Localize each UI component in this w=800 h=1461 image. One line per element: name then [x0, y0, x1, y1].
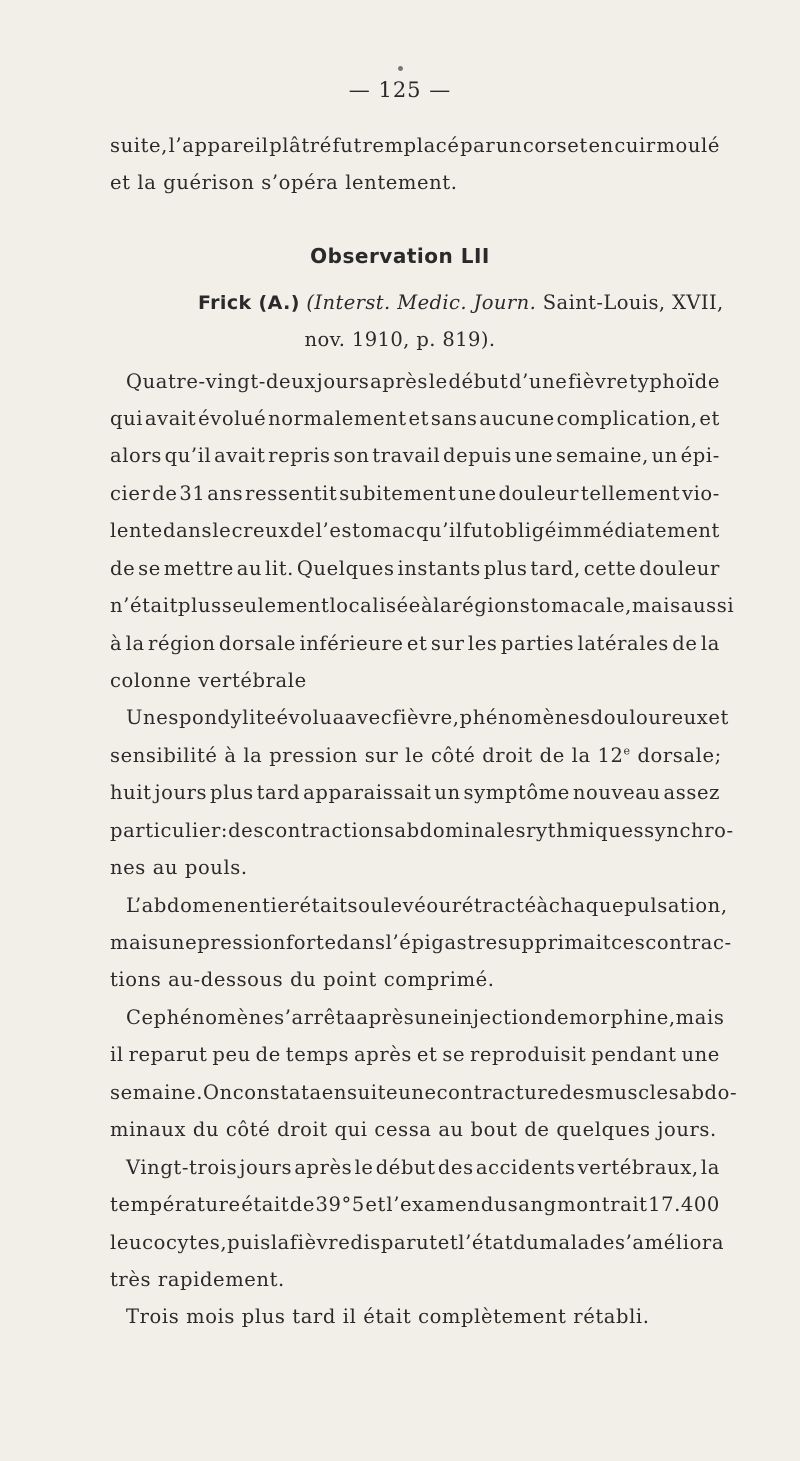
ink-speck	[398, 66, 403, 71]
word: le	[354, 1156, 374, 1179]
word: phénomènes	[459, 706, 591, 729]
word: et	[406, 632, 428, 655]
text-line	[110, 136, 720, 156]
word: douleur	[498, 482, 580, 505]
text-line	[110, 372, 720, 392]
word: d’une	[509, 370, 568, 393]
word: le	[428, 370, 448, 393]
word: de	[110, 557, 136, 580]
word: normalement	[268, 407, 407, 430]
text-line: Trois mois plus tard il était complètement rétabli.	[126, 1305, 650, 1328]
word: plâtré	[269, 134, 332, 157]
word: la	[433, 594, 453, 617]
word: région	[452, 594, 520, 617]
word: malade	[539, 1231, 616, 1254]
word: un	[495, 134, 523, 157]
word: et	[416, 1043, 438, 1066]
word: il	[110, 1043, 124, 1066]
word: morphine,	[569, 1006, 676, 1029]
word: immédiatement	[557, 519, 720, 542]
word: latérales	[577, 632, 669, 655]
word: de	[255, 1043, 281, 1066]
word: 39°5	[315, 1193, 365, 1216]
word: évolua	[276, 706, 345, 729]
word: début	[448, 370, 509, 393]
text-line: colonne vertébrale	[110, 669, 307, 692]
text-line-superscript	[110, 746, 720, 766]
word: assez	[663, 781, 720, 804]
word: apparaissait	[303, 781, 432, 804]
text-line	[110, 484, 720, 504]
text-line: et la guérison s’opéra lentement.	[110, 171, 458, 194]
word: semaine.	[110, 1081, 203, 1104]
word: temps	[285, 1043, 350, 1066]
word: nouveau	[572, 781, 661, 804]
page-number: — 125 —	[348, 78, 452, 102]
word: Vingt-trois	[126, 1156, 238, 1179]
word: seulement	[221, 594, 330, 617]
word: de	[290, 519, 316, 542]
word: remplacé	[362, 134, 460, 157]
reference-journal: (Interst. Medic. Journ.	[306, 291, 537, 314]
word: aussi	[680, 594, 735, 617]
text-line	[110, 931, 732, 954]
word: un	[651, 444, 678, 467]
word: complication,	[556, 407, 698, 430]
word: qu’il	[415, 519, 463, 542]
word: une	[398, 1081, 437, 1104]
word: région	[148, 632, 216, 655]
text-line	[110, 594, 735, 617]
word: :	[220, 819, 229, 842]
word: un	[434, 781, 461, 804]
word: alors	[110, 444, 162, 467]
word: au	[236, 557, 263, 580]
word: ans	[207, 482, 244, 505]
word: une	[414, 1006, 453, 1029]
word: fut	[462, 519, 493, 542]
word: se	[442, 1043, 466, 1066]
word: après	[370, 370, 429, 393]
word: vertébraux,	[577, 1156, 699, 1179]
word: Quelques	[296, 557, 395, 580]
word: soulevé	[347, 894, 427, 917]
word: repris	[268, 444, 331, 467]
text-line	[110, 446, 720, 466]
text-line	[110, 1045, 720, 1065]
text-line	[110, 559, 720, 579]
word: des	[559, 1081, 596, 1104]
word: et	[699, 407, 720, 430]
word: depuis	[443, 444, 512, 467]
text-line	[110, 1195, 720, 1215]
text-line	[110, 1158, 720, 1178]
word: dans	[336, 931, 386, 954]
word: Quatre-vingt-deux	[126, 370, 316, 393]
text-line: tions au-dessous du point comprimé.	[110, 968, 495, 991]
word: de	[672, 632, 698, 655]
word: rythmiques	[526, 819, 645, 842]
text-line	[110, 1081, 738, 1104]
word: Ce	[126, 1006, 154, 1029]
word: avait	[214, 444, 266, 467]
word: contracture	[436, 1081, 560, 1104]
ordinal-superscript: e	[623, 744, 631, 758]
word: typhoïde	[629, 370, 720, 393]
word: 31	[179, 482, 206, 505]
word: des	[228, 819, 264, 842]
word: contrac-	[645, 931, 732, 954]
word: n’était	[110, 594, 179, 617]
word: chaque	[548, 894, 625, 917]
word: disparut	[350, 1231, 438, 1254]
word: entier	[236, 894, 300, 917]
word: sur	[430, 632, 465, 655]
word: mettre	[163, 557, 234, 580]
word: par	[460, 134, 496, 157]
word: creux	[231, 519, 290, 542]
word: tard,	[530, 557, 581, 580]
word: à	[420, 594, 434, 617]
word: l’épigastre	[385, 931, 498, 954]
word: avec	[344, 706, 393, 729]
word: douloureux	[590, 706, 709, 729]
word: dorsale	[218, 632, 297, 655]
word: 17.400	[648, 1193, 720, 1216]
word: pression	[197, 931, 286, 954]
word: ou	[426, 894, 452, 917]
word: était	[241, 1193, 290, 1216]
word: jours	[316, 370, 370, 393]
word: tellement	[580, 482, 681, 505]
word: fut	[332, 134, 362, 157]
word: inférieure	[299, 632, 404, 655]
word: se	[138, 557, 161, 580]
word: huit	[110, 781, 152, 804]
word: dans	[162, 519, 213, 542]
word: accidents	[475, 1156, 576, 1179]
word: une	[514, 444, 554, 467]
reference-date: nov. 1910, p. 819).	[304, 328, 496, 351]
word: qu’il	[164, 444, 212, 467]
word: corset	[522, 134, 588, 157]
word: reparut	[128, 1043, 208, 1066]
word: la	[700, 632, 720, 655]
word: On	[203, 1081, 233, 1104]
word: la	[125, 632, 145, 655]
word: spondylite	[168, 706, 277, 729]
word: l’état	[458, 1231, 514, 1254]
word: sang	[507, 1193, 557, 1216]
word: supprimait	[497, 931, 612, 954]
word: de	[289, 1193, 315, 1216]
word: plus	[210, 781, 254, 804]
word: cier	[110, 482, 151, 505]
word: du	[513, 1231, 540, 1254]
word: température	[110, 1193, 241, 1216]
word: douleur	[639, 557, 720, 580]
word: instants	[397, 557, 481, 580]
word: les	[467, 632, 498, 655]
word: contractions	[263, 819, 395, 842]
word: lit.	[265, 557, 294, 580]
word: suite,	[110, 134, 168, 157]
word: s’améliora	[615, 1231, 725, 1254]
word: du	[480, 1193, 508, 1216]
text-line	[110, 819, 734, 842]
word: le	[212, 519, 232, 542]
word: moulé	[656, 134, 720, 157]
word: lente	[110, 519, 163, 542]
word: pendant	[591, 1043, 677, 1066]
word: obligé	[492, 519, 557, 542]
word: son	[333, 444, 370, 467]
word: muscles	[595, 1081, 680, 1104]
word: fièvre,	[392, 706, 460, 729]
text-line: très rapidement.	[110, 1268, 285, 1291]
word: aucune	[479, 407, 555, 430]
word: symptôme	[463, 781, 570, 804]
word: cette	[583, 557, 637, 580]
word: après	[354, 1043, 412, 1066]
word: après	[356, 1006, 415, 1029]
word: épi-	[680, 444, 720, 467]
word: de	[543, 1006, 570, 1029]
text-line	[110, 409, 720, 429]
word: travail	[372, 444, 441, 467]
word: l’estomac	[315, 519, 416, 542]
word: à	[110, 632, 123, 655]
word: mais	[110, 931, 159, 954]
word: puis	[227, 1231, 271, 1254]
word: la	[700, 1156, 720, 1179]
reference-author: Frick (A.)	[198, 292, 300, 314]
word: abdo-	[679, 1081, 738, 1104]
word: ressentit	[245, 482, 338, 505]
word: injection	[452, 1006, 544, 1029]
reference-line	[198, 291, 724, 314]
word: une	[458, 482, 497, 505]
observation-title: Observation LII	[310, 244, 490, 268]
word: localisée	[329, 594, 421, 617]
word: Une	[126, 706, 169, 729]
word: sans	[430, 407, 478, 430]
word: stomacale,	[519, 594, 632, 617]
word: s’arrêta	[274, 1006, 357, 1029]
word: constata	[232, 1081, 322, 1104]
word: évolué	[198, 407, 267, 430]
text-line	[110, 521, 720, 541]
word: l’appareil	[168, 134, 269, 157]
word: qui	[110, 407, 144, 430]
text-line	[110, 634, 720, 654]
text-line: minaux du côté droit qui cessa au bout de quelques jours.	[110, 1118, 717, 1141]
word: parties	[500, 632, 575, 655]
word: et	[365, 1193, 386, 1216]
word: leucocytes,	[110, 1231, 228, 1254]
word: reproduisit	[470, 1043, 587, 1066]
word: abdominales	[394, 819, 527, 842]
text-line: nes au pouls.	[110, 856, 248, 879]
word: après	[294, 1156, 353, 1179]
word: une	[158, 931, 198, 954]
text-line	[110, 783, 720, 803]
word: et	[408, 407, 430, 430]
word: particulier	[110, 819, 221, 842]
word: mais	[631, 594, 681, 617]
text-line	[110, 1231, 725, 1254]
word: une	[681, 1043, 720, 1066]
word: à	[536, 894, 549, 917]
word: plus	[483, 557, 528, 580]
word: semaine,	[555, 444, 649, 467]
reference-place: Saint-Louis, XVII,	[542, 291, 724, 314]
text-fragment: dorsale;	[630, 744, 722, 767]
word: phénomène	[153, 1006, 275, 1029]
word: jours	[154, 781, 208, 804]
word: plus	[178, 594, 222, 617]
word: des	[437, 1156, 474, 1179]
word: ensuite	[321, 1081, 399, 1104]
word: la	[270, 1231, 290, 1254]
text-line	[110, 1006, 725, 1029]
text-line	[110, 706, 729, 729]
word: vio-	[681, 482, 720, 505]
word: montrait	[557, 1193, 648, 1216]
word: et	[708, 706, 729, 729]
word: L’abdomen	[126, 894, 237, 917]
word: l’examen	[386, 1193, 481, 1216]
word: cuir	[614, 134, 656, 157]
word: fièvre	[568, 370, 629, 393]
word: rétracté	[451, 894, 537, 917]
word: jours	[239, 1156, 293, 1179]
word: et	[437, 1231, 459, 1254]
word: avait	[144, 407, 197, 430]
word: était	[299, 894, 348, 917]
text-fragment: sensibilité à la pression sur le côté droit de la 12	[110, 744, 624, 767]
word: fièvre	[289, 1231, 351, 1254]
word: en	[588, 134, 614, 157]
word: début	[375, 1156, 436, 1179]
word: peu	[212, 1043, 251, 1066]
text-line	[110, 894, 728, 917]
word: ces	[611, 931, 646, 954]
word: pulsation,	[624, 894, 728, 917]
word: synchro-	[644, 819, 734, 842]
word: forte	[285, 931, 337, 954]
word: de	[152, 482, 178, 505]
word: tard	[256, 781, 301, 804]
word: subitement	[339, 482, 457, 505]
word: mais	[675, 1006, 725, 1029]
